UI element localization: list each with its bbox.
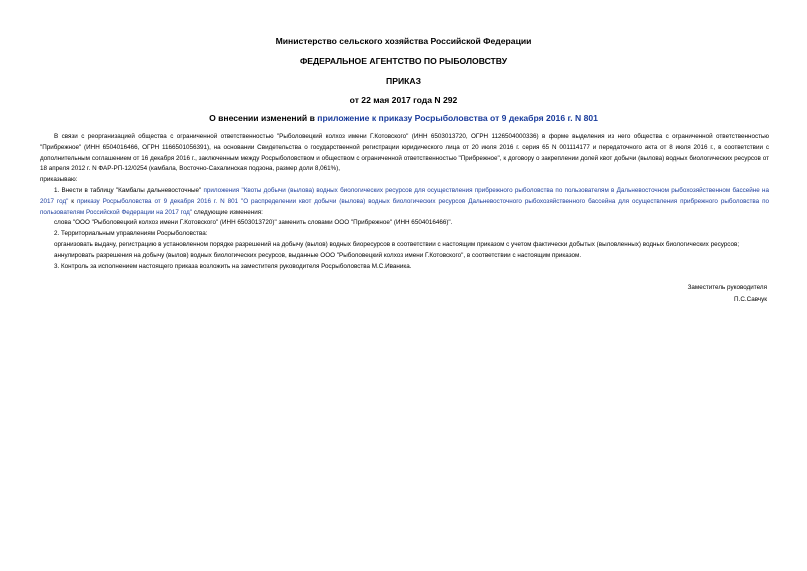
order-801-link[interactable]: приказу Росрыболовства от 9 декабря 2016 г. N 801 "О распределении квот добычи (вылова) водных биологических ресурсов Дальневосточного рыбохозяйственного бассейна для осуществления прибрежного рыболовства по пользователям Российской Федерации на 2017 год": [40, 197, 769, 216]
order-word: приказываю:: [40, 176, 78, 184]
document-body: [40, 132, 769, 272]
agency-heading: ФЕДЕРАЛЬНОЕ АГЕНТСТВО ПО РЫБОЛОВСТВУ: [299, 56, 508, 66]
ministry-heading: Министерство сельского хозяйства Российской Федерации: [275, 36, 532, 46]
item-1-change: слова "ООО "Рыболовецкий колхоз имени Г.Котовского" (ИНН 6503013720)" заменить словами ООО "Прибрежное" (ИНН 6504016466)".: [54, 219, 453, 227]
item-2-paragraph: 2. Территориальным управлениям Росрыболовства:: [54, 230, 208, 238]
signature-position: Заместитель руководителя: [687, 284, 767, 291]
item-1-prefix: 1. Внести в таблицу "Камбалы дальневосточные": [54, 186, 204, 194]
item-2a-paragraph: организовать выдачу, регистрацию в установленном порядке разрешений на добычу (вылов) водных биоресурсов в соответствии с настоящим приказом с учетом фактически добытых (выловленных) водных биологических ресурсов;: [54, 240, 740, 248]
item-2b-paragraph: аннулировать разрешения на добычу (вылов) водных биологических ресурсов, выданные ООО "Рыболовецкий колхоз имени Г.Котовского", в соответствии с настоящим приказом.: [54, 251, 582, 259]
title-prefix: О внесении изменений в: [209, 113, 318, 123]
item-1-paragraph: [40, 186, 769, 218]
appendix-link[interactable]: приложения "Квоты добычи (вылова) водных биологических ресурсов для осуществления прибрежного рыболовства по пользователям в Дальневосточном рыбохозяйственном бассейне на 2017 год": [40, 186, 769, 205]
preamble-paragraph: В связи с реорганизацией общества с ограниченной ответственностью "Рыболовецкий колхоз имени Г.Котовского" (ИНН 6503013720, ОГРН 1126504000336) в форме выделения из него общества с ограниченной ответственностью "Прибрежное" (ИНН 6504016466, ОГРН 1166501056391), на основании Свидетельства о государственной регистрации юридического лица от 20 июля 2016 г. серия 65 N 001114177 и передаточного акта от 8 июля 2016 г., в соответствии с дополнительным соглашением от 16 декабря 2016 г., заключенным между Росрыболовством и обществом с ограниченной ответственностью "Прибрежное", к договору о закреплении долей квот добычи (вылова) водных биологических ресурсов от 18 апреля 2012 г. N ФАР-РП-12/0254 (камбала, Восточно-Сахалинская подзона, размер доли 8,061%),: [40, 133, 769, 173]
doc-type-heading: ПРИКАЗ: [386, 76, 421, 86]
title-link[interactable]: приложение к приказу Росрыболовства от 9 декабря 2016 г. N 801: [317, 113, 598, 123]
document-title: [0, 113, 807, 123]
item-1-suffix: следующие изменения:: [192, 208, 263, 216]
item-1-mid: к: [68, 197, 77, 205]
signature-name: П.С.Савчук: [734, 296, 767, 303]
item-3-paragraph: 3. Контроль за исполнением настоящего приказа возложить на заместителя руководителя Росрыболовства М.С.Иваника.: [54, 262, 412, 270]
date-number: от 22 мая 2017 года N 292: [349, 95, 458, 105]
